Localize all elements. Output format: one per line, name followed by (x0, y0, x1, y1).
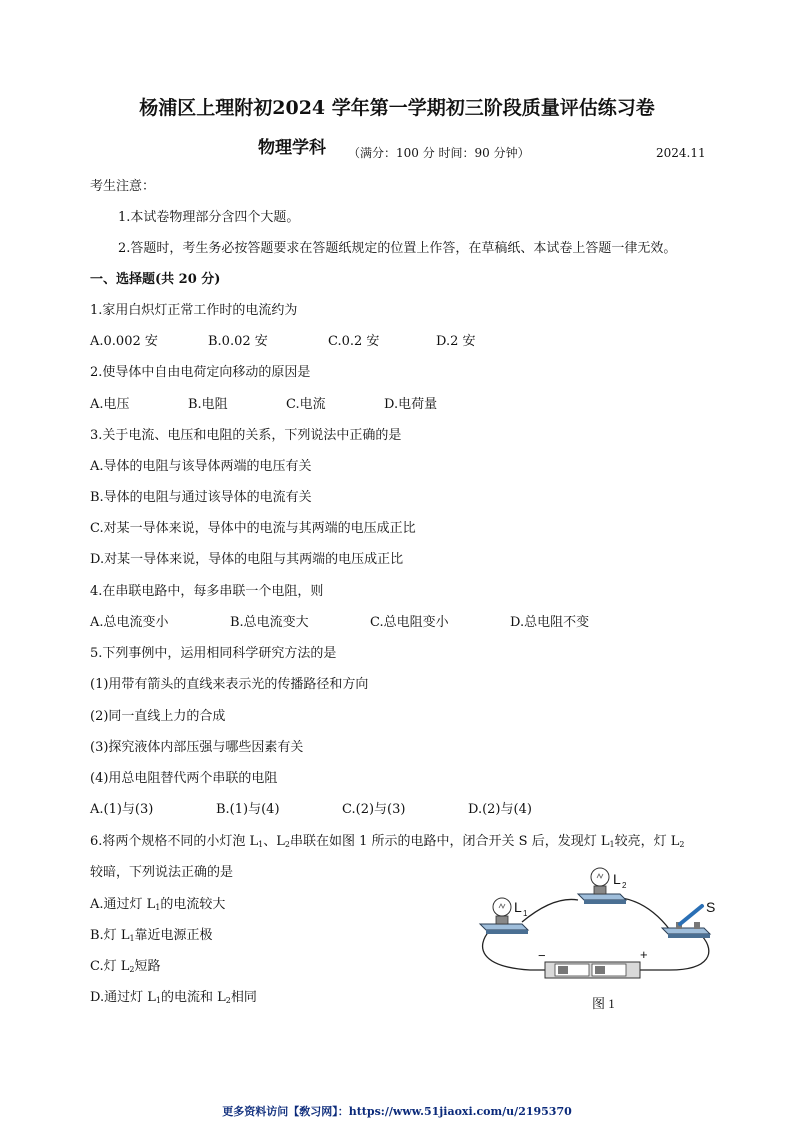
option-b: B.导体的电阻与通过该导体的电流有关 (90, 490, 312, 505)
option-d: D.2 安 (436, 334, 476, 349)
list-item: (2)同一直线上力的合成 (90, 709, 226, 724)
subscript: 2 (129, 965, 135, 974)
subscript: 2 (284, 840, 290, 849)
option-b: B.总电流变大 (230, 615, 309, 630)
list-item: (4)用总电阻替代两个串联的电阻 (90, 771, 278, 786)
wire (522, 899, 578, 922)
option-d: D.对某一导体来说，导体的电阻与其两端的电压成正比 (90, 552, 404, 567)
option-part: C.灯 L (90, 959, 130, 974)
option-part: 的电流较大 (160, 897, 226, 912)
exam-title: 杨浦区上理附初2024 学年第一学期初三阶段质量评估练习卷 (139, 97, 655, 119)
notice-heading: 考生注意： (90, 179, 156, 194)
wire (622, 898, 670, 930)
label-l2: L (613, 871, 621, 887)
label-l2-sub: 2 (622, 881, 627, 890)
question-stem-line2: 较暗，下列说法正确的是 (90, 865, 234, 880)
option-d: D.(2)与(4) (468, 802, 532, 817)
footer-link[interactable]: 更多资料访问【敎习网】：https://www.51jiaoxi.com/u/2195370 (222, 1105, 572, 1118)
question-stem (90, 834, 684, 853)
exam-date: 2024.11 (656, 146, 706, 160)
option-c: C.0.2 安 (328, 334, 380, 349)
option-part: 靠近电源正极 (134, 928, 213, 943)
wire (483, 930, 545, 970)
list-item: (1)用带有箭头的直线来表示光的传播路径和方向 (90, 677, 369, 692)
stem-part: 较亮，灯 L (614, 834, 680, 849)
figure-caption: 图 1 (592, 996, 615, 1011)
option-c: C.(2)与(3) (342, 802, 406, 817)
label-s: S (706, 899, 716, 915)
subscript: 1 (155, 903, 161, 912)
option-a: A.电压 (90, 397, 130, 412)
option-part: 短路 (134, 959, 161, 974)
battery (545, 962, 640, 978)
notice-item: 2.答题时，考生务必按答题要求在答题纸规定的位置上作答，在草稿纸、本试卷上答题一律无效。 (118, 241, 677, 256)
subscript: 1 (129, 934, 135, 943)
subscript: 1 (155, 996, 161, 1005)
notice-item: 1.本试卷物理部分含四个大题。 (118, 210, 300, 225)
subscript: 2 (225, 996, 231, 1005)
option-c: C.对某一导体来说，导体中的电流与其两端的电压成正比 (90, 521, 416, 536)
label-l1: L (514, 899, 522, 915)
option-a: A.导体的电阻与该导体两端的电压有关 (90, 459, 312, 474)
option-d: D.总电阻不变 (510, 615, 590, 630)
battery-minus: − (538, 948, 546, 963)
stem-part: 、L (263, 834, 285, 849)
subscript: 1 (258, 840, 264, 849)
wire (640, 936, 709, 970)
question-stem: 4.在串联电路中，每多串联一个电阻，则 (90, 584, 324, 599)
option-b: B.0.02 安 (208, 334, 268, 349)
option-part: 相同 (230, 990, 257, 1005)
label-l1-sub: 1 (523, 909, 528, 918)
option-c (90, 959, 161, 978)
option-c: C.总电阻变小 (370, 615, 449, 630)
option-b: B.电阻 (188, 397, 228, 412)
option-part: A.通过灯 L (90, 897, 156, 912)
section-heading: 一、选择题(共 20 分) (90, 272, 221, 287)
battery-plus: + (640, 947, 648, 962)
question-stem: 2.使导体中自由电荷定向移动的原因是 (90, 365, 311, 380)
question-stem: 5.下列事例中，运用相同科学研究方法的是 (90, 646, 337, 661)
option-a (90, 897, 225, 916)
option-d (90, 990, 257, 1009)
question-stem: 3.关于电流、电压和电阻的关系，下列说法中正确的是 (90, 428, 402, 443)
option-part: D.通过灯 L (90, 990, 156, 1005)
stem-part: 串联在如图 1 所示的电路中，闭合开关 S 后，发现灯 L (290, 834, 610, 849)
option-d: D.电荷量 (384, 397, 438, 412)
switch-s (662, 906, 710, 938)
subscript: 1 (609, 840, 615, 849)
subscript: 2 (679, 840, 685, 849)
exam-info: （满分：100 分 时间：90 分钟） (348, 146, 530, 160)
option-a: A.(1)与(3) (90, 802, 154, 817)
option-a: A.0.002 安 (90, 334, 158, 349)
subject-title: 物理学科 (258, 138, 326, 158)
option-c: C.电流 (286, 397, 326, 412)
option-a: A.总电流变小 (90, 615, 169, 630)
list-item: (3)探究液体内部压强与哪些因素有关 (90, 740, 304, 755)
stem-part: 6.将两个规格不同的小灯泡 L (90, 834, 259, 849)
option-part: 的电流和 L (160, 990, 226, 1005)
option-b: B.(1)与(4) (216, 802, 280, 817)
circuit-figure (470, 862, 720, 1022)
option-b (90, 928, 213, 947)
question-stem: 1.家用白炽灯正常工作时的电流约为 (90, 303, 298, 318)
option-part: B.灯 L (90, 928, 130, 943)
